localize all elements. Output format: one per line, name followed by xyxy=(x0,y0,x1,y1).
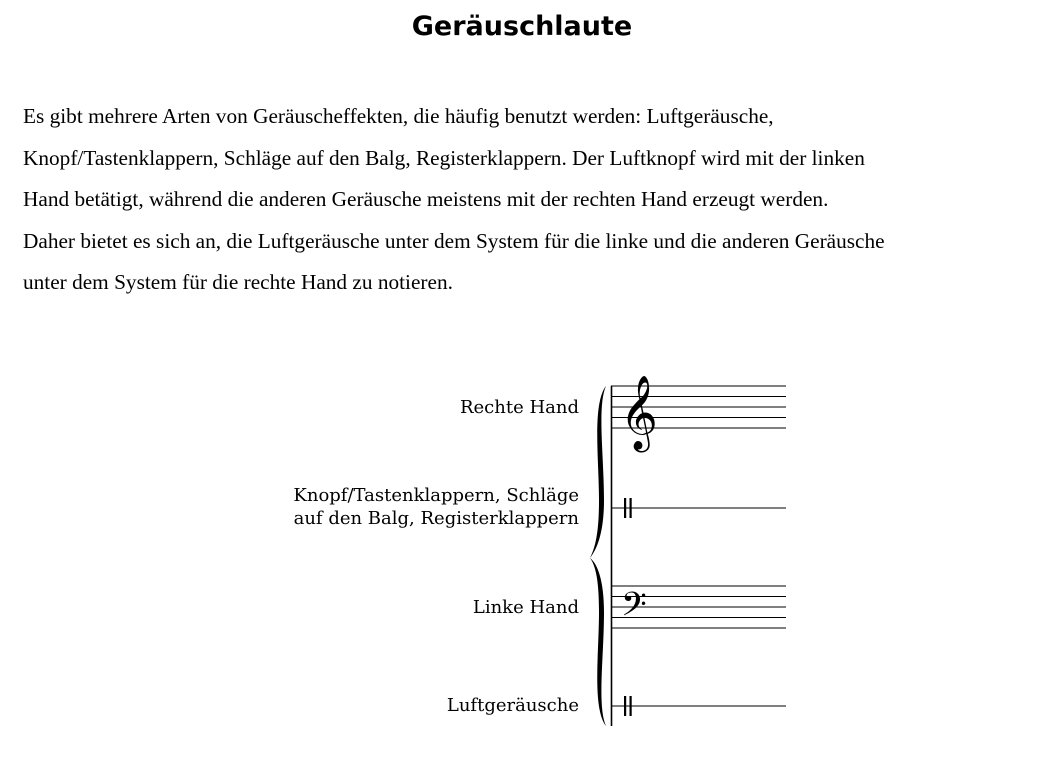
treble-clef-icon: 𝄞 xyxy=(620,376,658,450)
staff-label-line: Linke Hand xyxy=(472,597,579,618)
staff-label-linke-hand xyxy=(473,596,579,619)
body-paragraph xyxy=(23,96,1033,304)
paragraph-line: Hand betätigt, während die anderen Geräusche meistens mit der rechten Hand erzeugt werden. xyxy=(23,187,829,211)
system-brace-lower xyxy=(590,558,606,726)
staff-luftgeraeusche xyxy=(611,696,786,716)
paragraph-line: Knopf/Tastenklappern, Schläge auf den Balg, Registerklappern. Der Luftknopf wird mit der linken xyxy=(23,145,865,170)
staff-label-luftgeraeusche xyxy=(447,694,579,717)
staff-label-line: Rechte Hand xyxy=(459,397,579,418)
paragraph-line: unter dem System für die rechte Hand zu notieren. xyxy=(23,270,453,294)
staff-linke-hand xyxy=(611,586,786,632)
page-title: Geräuschlaute xyxy=(411,11,633,42)
system-brace-upper xyxy=(590,386,606,558)
staff-label-line: Knopf/Tastenklappern, Schläge xyxy=(293,485,579,506)
bass-clef-icon: 𝄢 xyxy=(621,586,647,632)
paragraph-line: Es gibt mehrere Arten von Geräuscheffekten, die häufig benutzt werden: Luftgeräusche, xyxy=(23,104,774,128)
paragraph-line: Daher bietet es sich an, die Luftgeräusche unter dem System für die linke und die anderen Geräusche xyxy=(23,228,885,253)
staff-label-rechte-hand xyxy=(460,396,579,419)
staff-label-knopf-tastenklappern xyxy=(293,484,579,530)
staff-label-line: auf den Balg, Registerklappern xyxy=(293,508,579,529)
staff-rechte-hand xyxy=(611,376,786,453)
staff-knopf-tastenklappern xyxy=(611,498,786,518)
staff-label-line: Luftgeräusche xyxy=(446,695,579,716)
score-system xyxy=(580,370,790,732)
